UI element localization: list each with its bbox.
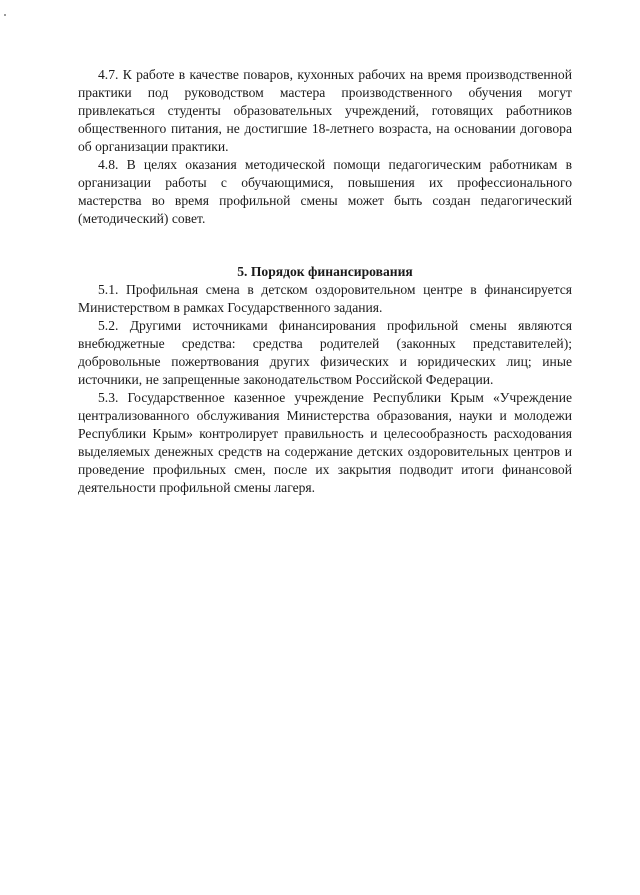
document-body xyxy=(78,66,572,497)
section-5-heading: 5. Порядок финансирования xyxy=(237,264,413,279)
scan-speck xyxy=(4,14,6,16)
paragraph-4-7: 4.7. К работе в качестве поваров, кухонных рабочих на время производственной практики под руководством мастера производственного обучения могут привлекаться студенты образовательных учреждений, готовящих работников общественного питания, не достигшие 18-летнего возраста, на основании договора об организации практики. xyxy=(78,67,572,154)
section-gap xyxy=(78,228,572,263)
paragraph-5-3: 5.3. Государственное казенное учреждение Республики Крым «Учреждение централизованного обслуживания Министерства образования, науки и молодежи Республики Крым» контролирует правильность и целесообразность расходования выделяемых денежных средств на содержание детских оздоровительных центров и проведение профильных смен, после их закрытия подводит итоги финансовой деятельности профильной смены лагеря. xyxy=(78,390,572,495)
paragraph-4-8: 4.8. В целях оказания методической помощи педагогическим работникам в организации работы с обучающимися, повышения их профессионального мастерства во время профильной смены может быть создан педагогический (методический) совет. xyxy=(78,157,572,226)
paragraph-5-1: 5.1. Профильная смена в детском оздоровительном центре в финансируется Министерством в рамках Государственного задания. xyxy=(78,282,572,315)
paragraph-5-2: 5.2. Другими источниками финансирования профильной смены являются внебюджетные средства: средства родителей (законных представителей); добровольные пожертвования других физических и юридических лиц; иные источники, не запрещенные законодательством Российской Федерации. xyxy=(78,318,572,387)
